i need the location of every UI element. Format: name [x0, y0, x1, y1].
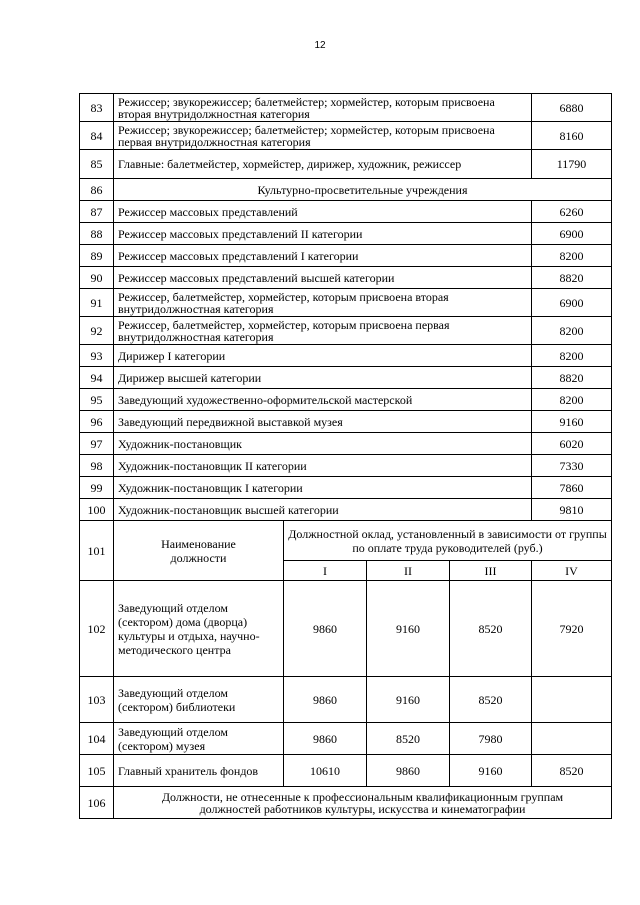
table-row [80, 367, 612, 389]
row-number: 84 [80, 122, 114, 150]
row-number: 87 [80, 201, 114, 223]
salary-value: 7330 [532, 455, 612, 477]
position-name: Заведующий передвижной выставкой музея [114, 411, 532, 433]
salary-value: 11790 [532, 150, 612, 179]
table-row [80, 723, 612, 755]
position-name: Дирижер высшей категории [114, 367, 532, 389]
row-number: 104 [80, 723, 114, 755]
position-name: Главные: балетмейстер, хормейстер, дирижер, художник, режиссер [114, 150, 532, 179]
row-number: 97 [80, 433, 114, 455]
table-row [80, 201, 612, 223]
row-number: 95 [80, 389, 114, 411]
table-row [80, 345, 612, 367]
position-name: Режиссер массовых представлений [114, 201, 532, 223]
salary-value: 9860 [284, 723, 367, 755]
row-number: 98 [80, 455, 114, 477]
row-number: 93 [80, 345, 114, 367]
position-name: Художник-постановщик [114, 433, 532, 455]
position-name: Режиссер, балетмейстер, хормейстер, которым присвоена вторая внутридолжностная категория [114, 289, 532, 317]
column-header-name: Наименование должности [114, 521, 284, 581]
row-number: 86 [80, 179, 114, 201]
position-name: Режиссер массовых представлений высшей категории [114, 267, 532, 289]
position-name: Главный хранитель фондов [114, 755, 284, 787]
table-row [80, 411, 612, 433]
salary-table [79, 93, 612, 819]
salary-value: 9860 [284, 581, 367, 677]
section-title: Культурно-просветительные учреждения [114, 179, 612, 201]
salary-value: 6880 [532, 94, 612, 122]
salary-value: 8520 [450, 581, 532, 677]
salary-value: 8820 [532, 367, 612, 389]
row-number: 103 [80, 677, 114, 723]
table-row [80, 267, 612, 289]
table-row [80, 455, 612, 477]
position-name: Заведующий отделом (сектором) музея [114, 723, 284, 755]
row-number: 102 [80, 581, 114, 677]
table-row [80, 499, 612, 521]
row-number: 94 [80, 367, 114, 389]
row-number: 105 [80, 755, 114, 787]
column-header-salary: Должностной оклад, установленный в зависимости от группы по оплате труда руководителей (руб.) [284, 521, 612, 561]
salary-value: 6900 [532, 223, 612, 245]
position-name: Режиссер массовых представлений I категории [114, 245, 532, 267]
position-name: Художник-постановщик II категории [114, 455, 532, 477]
table-row [80, 317, 612, 345]
row-number: 92 [80, 317, 114, 345]
salary-value: 8200 [532, 245, 612, 267]
salary-value: 8160 [532, 122, 612, 150]
salary-value: 8200 [532, 345, 612, 367]
salary-value: 9860 [367, 755, 450, 787]
group-header: I [284, 561, 367, 581]
section-title: Должности, не отнесенные к профессиональным квалификационным группам должностей работников культуры, искусства и кинематографии [114, 787, 612, 819]
row-number: 101 [80, 521, 114, 581]
salary-value [532, 677, 612, 723]
salary-value: 8520 [532, 755, 612, 787]
row-number: 91 [80, 289, 114, 317]
group-header: III [450, 561, 532, 581]
table-row [80, 433, 612, 455]
section-row [80, 179, 612, 201]
position-name: Дирижер I категории [114, 345, 532, 367]
salary-value: 8200 [532, 317, 612, 345]
salary-value: 7920 [532, 581, 612, 677]
table-row [80, 150, 612, 179]
table-row [80, 677, 612, 723]
salary-value: 9160 [367, 677, 450, 723]
group-header: II [367, 561, 450, 581]
salary-value: 8520 [367, 723, 450, 755]
row-number: 96 [80, 411, 114, 433]
group-header: IV [532, 561, 612, 581]
table-row [80, 289, 612, 317]
table-row [80, 755, 612, 787]
position-name: Художник-постановщик высшей категории [114, 499, 532, 521]
row-number: 90 [80, 267, 114, 289]
salary-value: 9160 [450, 755, 532, 787]
salary-value: 8820 [532, 267, 612, 289]
salary-value: 10610 [284, 755, 367, 787]
salary-value [532, 723, 612, 755]
position-name: Режиссер; звукорежиссер; балетмейстер; хормейстер, которым присвоена первая внутридолжностная категория [114, 122, 532, 150]
salary-value: 9860 [284, 677, 367, 723]
header-row [80, 521, 612, 561]
position-name: Заведующий отделом (сектором) дома (дворца) культуры и отдыха, научно-методического центра [114, 581, 284, 677]
page-number: 12 [314, 40, 326, 51]
table-row [80, 477, 612, 499]
table-row [80, 245, 612, 267]
salary-value: 7860 [532, 477, 612, 499]
salary-value: 9810 [532, 499, 612, 521]
table-row [80, 223, 612, 245]
row-number: 89 [80, 245, 114, 267]
salary-value: 8200 [532, 389, 612, 411]
row-number: 100 [80, 499, 114, 521]
table-row [80, 581, 612, 677]
position-name: Художник-постановщик I категории [114, 477, 532, 499]
salary-value: 6260 [532, 201, 612, 223]
row-number: 99 [80, 477, 114, 499]
position-name: Заведующий отделом (сектором) библиотеки [114, 677, 284, 723]
salary-value: 7980 [450, 723, 532, 755]
position-name: Режиссер массовых представлений II категории [114, 223, 532, 245]
table-row [80, 94, 612, 122]
salary-value: 9160 [367, 581, 450, 677]
position-name: Режиссер, балетмейстер, хормейстер, которым присвоена первая внутридолжностная категория [114, 317, 532, 345]
salary-value: 6900 [532, 289, 612, 317]
table-row [80, 389, 612, 411]
section-row [80, 787, 612, 819]
position-name: Режиссер; звукорежиссер; балетмейстер; хормейстер, которым присвоена вторая внутридолжностная категория [114, 94, 532, 122]
row-number: 106 [80, 787, 114, 819]
salary-value: 6020 [532, 433, 612, 455]
salary-value: 8520 [450, 677, 532, 723]
row-number: 83 [80, 94, 114, 122]
row-number: 85 [80, 150, 114, 179]
row-number: 88 [80, 223, 114, 245]
position-name: Заведующий художественно-оформительской мастерской [114, 389, 532, 411]
table-row [80, 122, 612, 150]
salary-value: 9160 [532, 411, 612, 433]
